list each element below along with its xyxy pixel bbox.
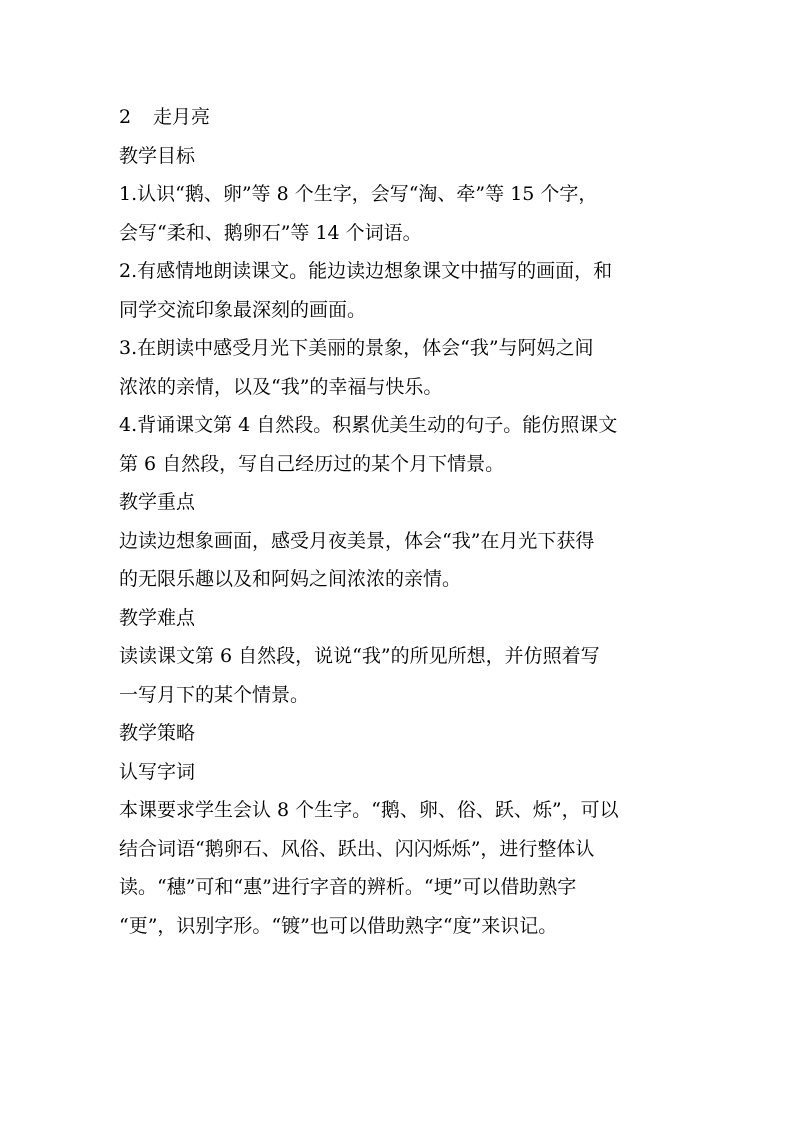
lesson-title: [119, 98, 681, 137]
section-heading-key-points: 教学重点: [119, 491, 196, 513]
lesson-number: 2: [119, 106, 132, 128]
text-line: 读。“穗”可和“惠”进行字音的辨析。“埂”可以借助熟字: [119, 876, 577, 898]
text-line: 同学交流印象最深刻的画面。: [119, 298, 367, 321]
text-line: 读读课文第 6 自然段，说说“我”的所见所想，并仿照着写: [119, 645, 600, 667]
text-line: 本课要求学生会认 8 个生字。“鹅、卵、俗、跃、烁”，可以: [119, 799, 619, 821]
text-line: 边读边想象画面，感受月夜美景，体会“我”在月光下获得: [119, 529, 595, 552]
lesson-title-text: 走月亮: [153, 106, 211, 128]
section-heading-strategies: 教学策略: [119, 722, 196, 744]
subsection-heading-words: 认写字词: [119, 760, 196, 783]
text-line: 浓浓的亲情，以及“我”的幸福与快乐。: [119, 375, 443, 398]
text-line: 会写“柔和、鹅卵石”等 14 个词语。: [119, 221, 422, 244]
text-line: 4.背诵课文第 4 自然段。积累优美生动的句子。能仿照课文: [119, 414, 618, 436]
section-heading-difficulties: 教学难点: [119, 606, 196, 629]
text-line: 第 6 自然段，写自己经历过的某个月下情景。: [119, 452, 505, 475]
text-line: “更”，识别字形。“镀”也可以借助熟字“度”来识记。: [119, 914, 558, 937]
text-line: 的无限乐趣以及和阿妈之间浓浓的亲情。: [119, 568, 462, 590]
section-heading-objectives: 教学目标: [119, 144, 196, 167]
text-line: 结合词语“鹅卵石、风俗、跃出、闪闪烁烁”，进行整体认: [119, 837, 595, 860]
document-body: [119, 98, 681, 945]
text-line: 2.有感情地朗读课文。能边读边想象课文中描写的画面，和: [119, 260, 613, 282]
text-line: 1.认识“鹅、卵”等 8 个生字，会写“淘、牵”等 15 个字，: [119, 183, 598, 205]
text-line: 3.在朗读中感受月光下美丽的景象，体会“我”与阿妈之间: [119, 337, 594, 359]
text-line: 一写月下的某个情景。: [119, 683, 310, 706]
